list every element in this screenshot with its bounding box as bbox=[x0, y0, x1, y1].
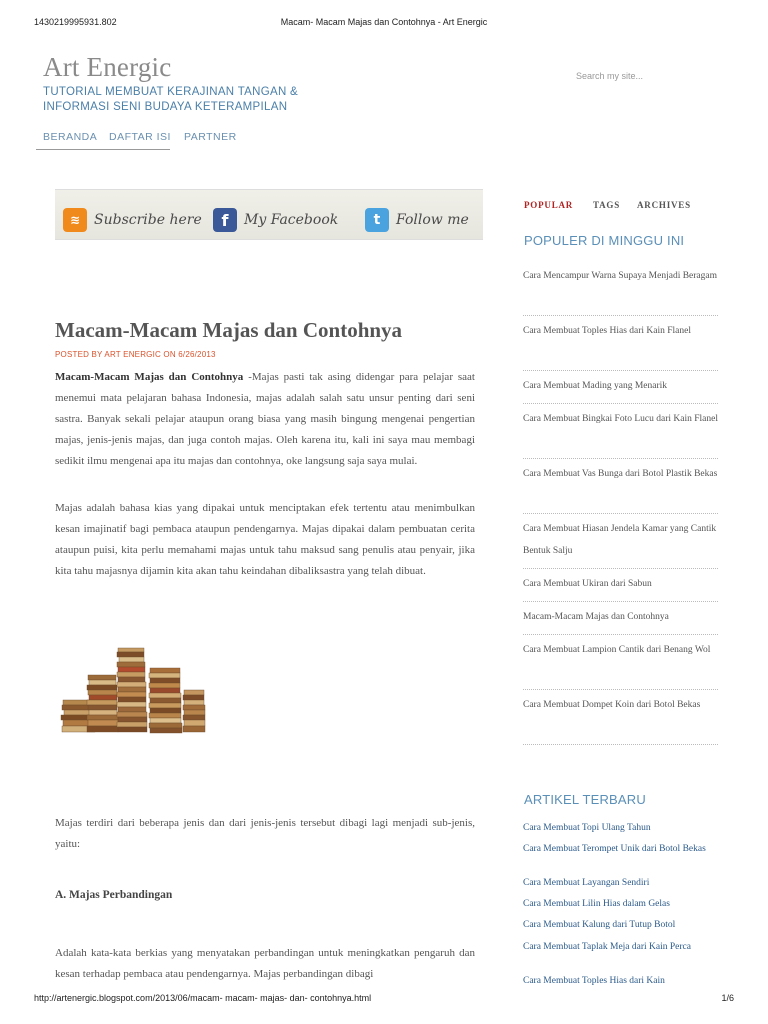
popular-item[interactable]: Macam-Macam Majas dan Contohnya bbox=[523, 606, 718, 635]
print-timestamp: 1430219995931.802 bbox=[34, 17, 117, 27]
post-title[interactable]: Macam-Macam Majas dan Contohnya bbox=[55, 318, 403, 342]
latest-item[interactable]: Cara Membuat Layangan Sendiri bbox=[523, 878, 650, 888]
subscribe-link[interactable] bbox=[63, 208, 202, 232]
print-url: http://artenergic.blogspot.com/2013/06/macam- macam- majas- dan- contohnya.html bbox=[34, 993, 372, 1003]
books-image bbox=[58, 640, 208, 740]
popular-item[interactable]: Cara Membuat Lampion Cantik dari Benang Wol bbox=[523, 639, 718, 690]
social-banner bbox=[55, 189, 483, 240]
site-title[interactable]: Art Energic bbox=[43, 52, 172, 82]
latest-item[interactable]: Cara Membuat Toples Hias dari Kain bbox=[523, 976, 665, 986]
popular-item[interactable]: Cara Membuat Vas Bunga dari Botol Plastik Bekas bbox=[523, 463, 718, 514]
site-tagline: TUTORIAL MEMBUAT KERAJINAN TANGAN & INFORMASI SENI BUDAYA KETERAMPILAN bbox=[43, 86, 299, 113]
tab-popular[interactable]: POPULAR bbox=[524, 200, 574, 210]
post-paragraph-types: Majas terdiri dari beberapa jenis dan dari jenis-jenis tersebut dibagi lagi menjadi sub-jenis, yaitu: bbox=[55, 817, 475, 850]
popular-item[interactable]: Cara Membuat Mading yang Menarik bbox=[523, 375, 718, 404]
rss-icon: ≋ bbox=[63, 208, 87, 232]
facebook-label: My Facebook bbox=[244, 212, 339, 228]
popular-item[interactable]: Cara Membuat Hiasan Jendela Kamar yang Cantik Bentuk Salju bbox=[523, 518, 718, 569]
popular-item[interactable]: Cara Membuat Bingkai Foto Lucu dari Kain Flanel bbox=[523, 408, 718, 459]
twitter-icon: t bbox=[365, 208, 389, 232]
print-page-title: Macam- Macam Majas dan Contohnya - Art Energic bbox=[280, 17, 488, 27]
facebook-link[interactable] bbox=[213, 208, 338, 232]
latest-item[interactable]: Cara Membuat Terompet Unik dari Botol Bekas bbox=[523, 844, 706, 854]
post-paragraph-definition: Majas adalah bahasa kias yang dipakai untuk menciptakan efek tertentu atau menimbulkan kesan imajinatif bagi pembaca ataupun pendengarnya. Majas dipakai dalam pembuatan cerita ataupun puisi, kita perlu memahami majas untuk tahu maksud sang penulis atau penyair, jika kita tahu majasnya dijamin kita akan tahu keindahan dibaliksastra yang telah dibuat. bbox=[55, 502, 475, 577]
latest-item[interactable]: Cara Membuat Taplak Meja dari Kain Perca bbox=[523, 942, 691, 952]
facebook-icon: f bbox=[213, 208, 237, 232]
nav-item-partner[interactable]: PARTNER bbox=[184, 131, 237, 143]
nav-item-daftar-isi[interactable]: DAFTAR ISI bbox=[109, 131, 171, 143]
latest-item[interactable]: Cara Membuat Kalung dari Tutup Botol bbox=[523, 920, 676, 930]
latest-item[interactable]: Cara Membuat Lilin Hias dalam Gelas bbox=[523, 899, 670, 909]
tab-tags[interactable]: TAGS bbox=[593, 200, 621, 210]
twitter-link[interactable] bbox=[365, 208, 469, 232]
main-nav bbox=[36, 130, 237, 150]
latest-item[interactable]: Cara Membuat Topi Ulang Tahun bbox=[523, 823, 651, 833]
popular-item[interactable]: Cara Membuat Toples Hias dari Kain Flanel bbox=[523, 320, 718, 371]
print-header bbox=[34, 17, 734, 31]
print-page-number: 1/6 bbox=[721, 993, 734, 1003]
post-intro-text: -Majas pasti tak asing didengar para pelajar saat menemui mata pelajaran bahasa Indonesia, majas adalah salah satu unsur penting dari seni sastra. Banyak sekali pelajar ataupun orang biasa yang masih bingung mengenai pengertian majas, jenis-jenis majas, dan juga contoh majas. Oleh karena itu, kali ini saya mau membagi sedikit ilmu mengenai apa itu majas dan contohnya, oke langsung saja saya mulai. bbox=[55, 371, 475, 467]
post-paragraph-intro bbox=[55, 367, 475, 472]
print-footer bbox=[34, 993, 734, 1007]
latest-heading: ARTIKEL TERBARU bbox=[524, 792, 646, 807]
post-paragraph-comparison: Adalah kata-kata berkias yang menyatakan perbandingan untuk meningkatkan pengaruh dan kesan terhadap pembaca atau pendengarnya. Majas perbandingan dibagi bbox=[55, 947, 475, 980]
post-meta: POSTED BY ART ENERGIC ON 6/26/2013 bbox=[55, 350, 216, 359]
popular-item[interactable]: Cara Membuat Dompet Koin dari Botol Bekas bbox=[523, 694, 718, 745]
post-subheading: A. Majas Perbandingan bbox=[55, 889, 173, 901]
popular-heading: POPULER DI MINGGU INI bbox=[524, 233, 685, 248]
search-input[interactable] bbox=[568, 68, 728, 84]
tab-archives[interactable]: ARCHIVES bbox=[637, 200, 691, 210]
popular-item[interactable]: Cara Mencampur Warna Supaya Menjadi Beragam bbox=[523, 265, 718, 316]
nav-item-beranda[interactable]: BERANDA bbox=[43, 131, 98, 143]
subscribe-label: Subscribe here bbox=[94, 212, 202, 228]
post-intro-bold: Macam-Macam Majas dan Contohnya bbox=[55, 371, 244, 383]
popular-item[interactable]: Cara Membuat Ukiran dari Sabun bbox=[523, 573, 718, 602]
twitter-label: Follow me bbox=[396, 212, 469, 228]
